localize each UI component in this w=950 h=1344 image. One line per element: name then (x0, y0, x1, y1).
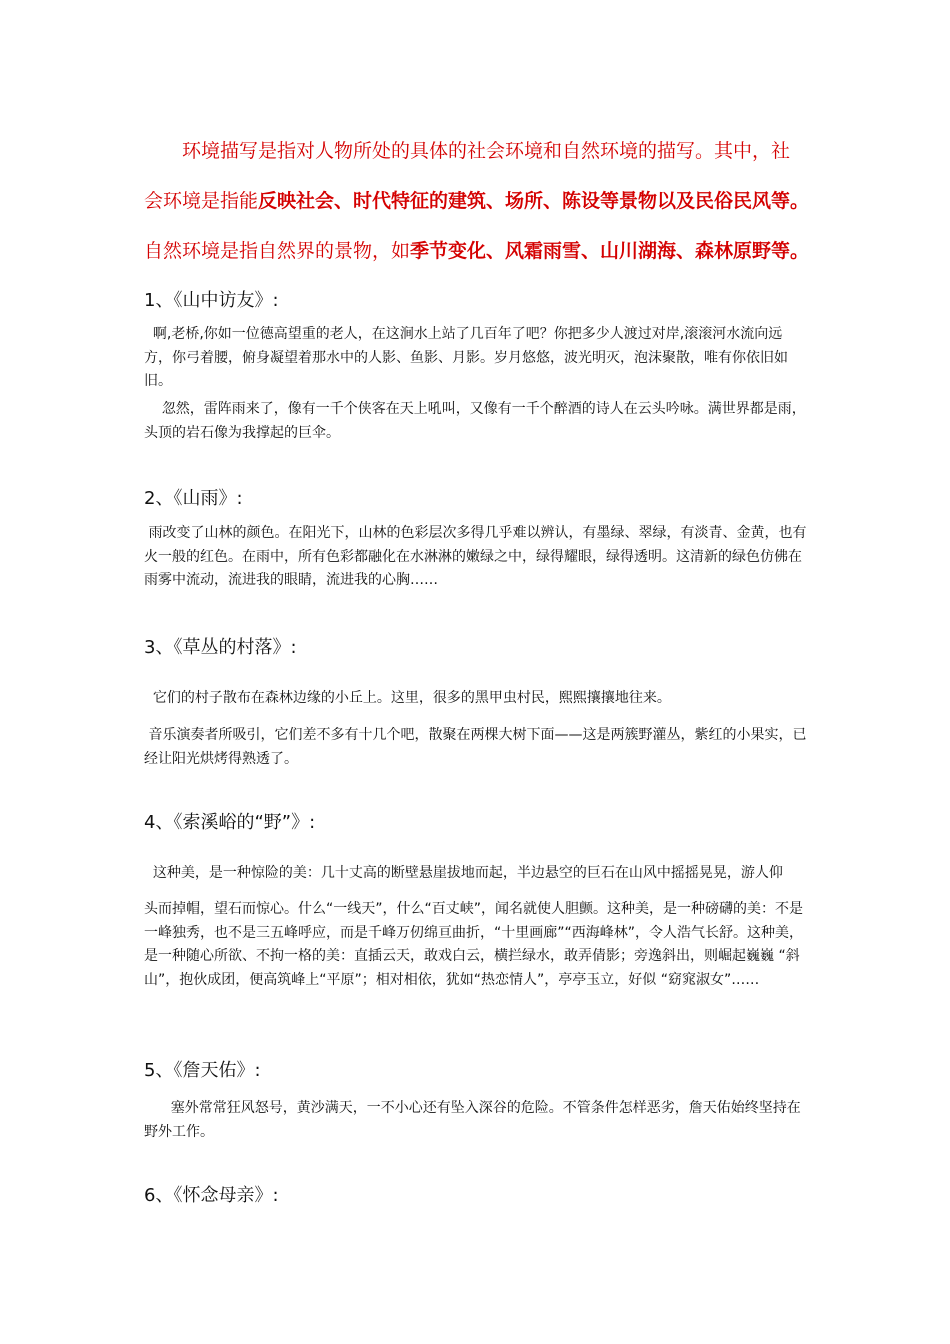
intro-line-3-emphasis: 季节变化、风霜雨雪、山川湖海、森林原野等。 (410, 240, 810, 262)
intro-line-3 (144, 240, 814, 262)
section-heading-4: 4、《索溪峪的“野”》: (144, 812, 316, 833)
section-3-paragraph-2: 音乐演奏者所吸引，它们差不多有十几个吧，散聚在两棵大树下面——这是两簇野灌丛，紫红的小果实，已经让阳光烘烤得熟透了。 (144, 727, 807, 767)
intro-line-1-text: 环境描写是指对人物所处的具体的社会环境和自然环境的描写。其中，社 (182, 140, 791, 162)
section-heading-3: 3、《草丛的村落》: (144, 637, 297, 658)
section-3-paragraph-1: 它们的村子散布在森林边缘的小丘上。这里，很多的黑甲虫村民，熙熙攘攘地往来。 (144, 690, 671, 706)
section-heading-5: 5、《詹天佑》: (144, 1060, 261, 1081)
section-heading-1: 1、《山中访友》: (144, 290, 279, 311)
intro-line-2-emphasis: 反映社会、时代特征的建筑、场所、陈设等景物以及民俗民风等。 (258, 190, 810, 212)
section-1-paragraph-2: 忽然，雷阵雨来了，像有一千个侠客在天上吼叫，又像有一千个醉酒的诗人在云头吟咏。满世界都是雨，头顶的岩石像为我撑起的巨伞。 (144, 401, 806, 441)
section-4-paragraph-2: 头而掉帽，望石而惊心。什么“一线天”，什么“百丈峡”，闻名就使人胆颤。这种美，是一种磅礴的美：不是一峰独秀，也不是三五峰呼应，而是千峰万仞绵亘曲折，“十里画廊”“西海峰林”，令人浩气长舒。这种美，是一种随心所欲、不拘一格的美：直插云天，敢戏白云，横拦绿水，敢弄倩影；旁逸斜出，则崛起巍巍 “斜山”，抱伙成团，便高筑峰上“平原”；相对相依，犹如“热恋情人”，亭亭玉立，好似 “窈窕淑女”…… (144, 901, 804, 988)
section-heading-2: 2、《山雨》: (144, 488, 243, 509)
section-2-paragraph-1: 雨改变了山林的颜色。在阳光下，山林的色彩层次多得几乎难以辨认，有墨绿、翠绿，有淡青、金黄，也有火一般的红色。在雨中，所有色彩都融化在水淋淋的嫩绿之中，绿得耀眼，绿得透明。这清新的绿色仿佛在雨雾中流动，流进我的眼睛，流进我的心胸…… (144, 525, 807, 588)
section-5-paragraph-1: 塞外常常狂风怒号，黄沙满天，一不小心还有坠入深谷的危险。不管条件怎样恶劣，詹天佑始终坚持在野外工作。 (144, 1100, 801, 1140)
section-heading-6: 6、《怀念母亲》: (144, 1185, 279, 1206)
intro-line-1 (144, 140, 814, 162)
intro-line-2-text: 会环境是指能 (144, 190, 259, 212)
section-1-paragraph-1: 啊,老桥,你如一位德高望重的老人，在这涧水上站了几百年了吧？你把多少人渡过对岸,滚滚河水流向远方，你弓着腰，俯身凝望着那水中的人影、鱼影、月影。岁月悠悠，波光明灭，泡沫聚散，唯有你依旧如旧。 (144, 326, 788, 389)
intro-line-3-text: 自然环境是指自然界的景物，如 (144, 240, 411, 262)
intro-line-2 (144, 190, 814, 212)
section-4-paragraph-1: 这种美，是一种惊险的美：几十丈高的断壁悬崖拔地而起，半边悬空的巨石在山风中摇摇晃晃，游人仰 (144, 865, 783, 881)
